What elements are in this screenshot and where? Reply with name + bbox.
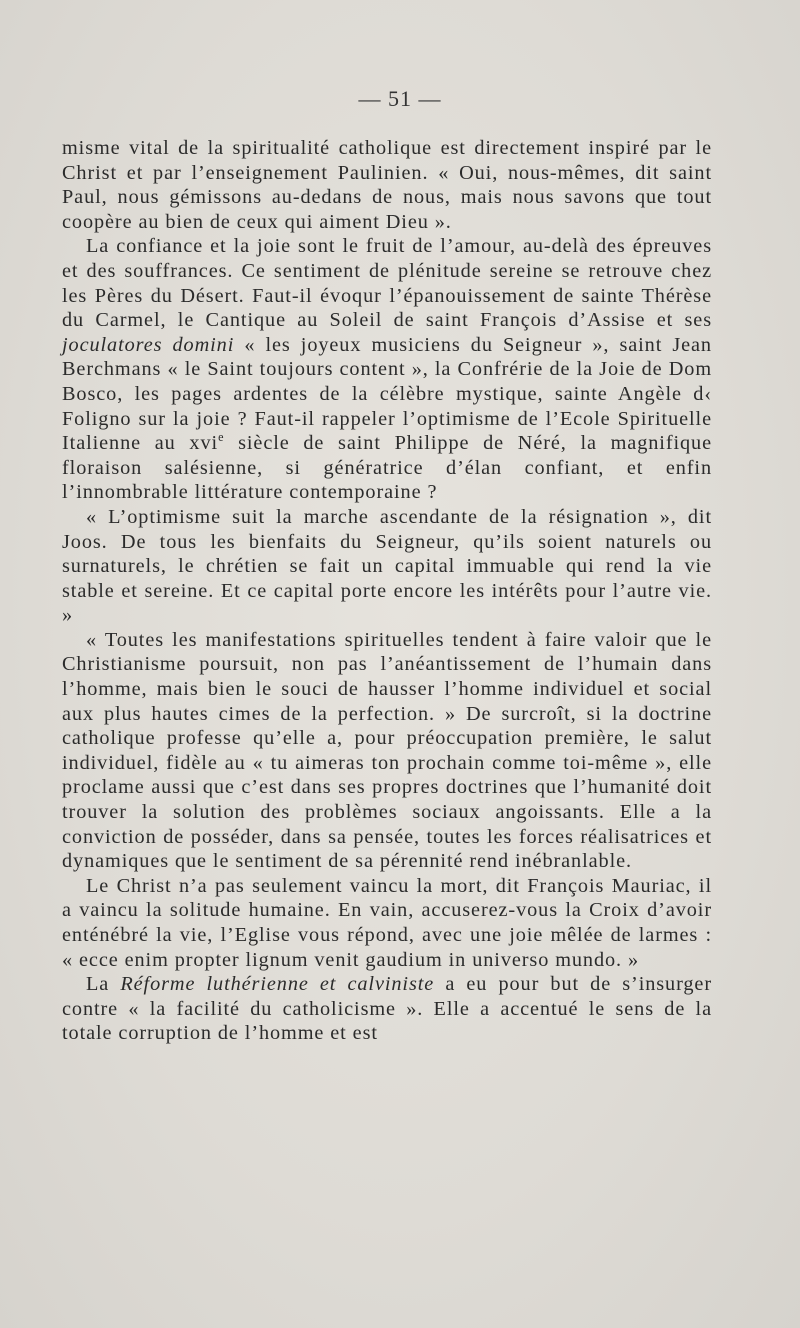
paragraph-6 <box>62 972 712 1046</box>
body-text <box>62 136 712 1046</box>
paragraph-2 <box>62 234 712 505</box>
paragraph-1 <box>62 136 712 234</box>
paragraph-3 <box>62 505 712 628</box>
paragraph-text: La confiance et la joie sont le fruit de l’amour, au-delà des épreuves et des souffrances. Ce sentiment de plénitude sereine se retrouve chez les Pères du Désert. Faut-il évoqur l’épanouissement de sainte Thérèse du Carmel, le Cantique au Soleil de saint François d’Assise et ses <box>62 235 712 332</box>
paragraph-text: a eu pour but de s’insurger contre « la facilité du catholicisme ». Elle a accentué le sens de la totale corruption de l’homme et est <box>62 973 712 1045</box>
paragraph-5 <box>62 874 712 972</box>
paragraph-text: « L’optimisme suit la marche ascendante de la résignation », dit Joos. De tous les bienfaits du Seigneur, qu’ils soient naturels ou surnaturels, le chrétien se fait un capital immuable qui rend la vie stable et sereine. Et ce capital porte encore les intérêts pour l’autre vie. » <box>62 505 712 627</box>
italic-phrase: joculatores domini <box>62 333 235 356</box>
italic-phrase: Réforme luthérienne et calviniste <box>120 973 435 996</box>
paragraph-4 <box>62 628 712 874</box>
paragraph-text: « les joyeux musiciens du Seigneur », saint Jean Berchmans « le Saint toujours content », la Confrérie de la Joie de Dom Bosco, les pages ardentes de la célèbre mystique, sainte Angèle d‹ Foligno sur la joie ? Faut-il rappeler l’optimisme de l’Ecole Spirituelle Italienne au xvi <box>62 333 712 455</box>
page-number: — 51 — <box>358 86 442 111</box>
superscript: e <box>218 430 225 445</box>
paragraph-text: siècle de saint Philippe de Néré, la magnifique floraison salésienne, si génératrice d’élan confiant, et enfin l’innombrable littérature contemporaine ? <box>62 432 712 504</box>
paragraph-text: « Toutes les manifestations spirituelles tendent à faire valoir que le Christianisme poursuit, non pas l’anéantissement de l’humain dans l’homme, mais bien le souci de hausser l’homme individuel et social aux plus hautes cimes de la perfection. » De surcroît, si la doctrine catholique professe qu’elle a, pour préoccupation première, le salut individuel, fidèle au « tu aimeras ton prochain comme toi-même », elle proclame aussi que c’est dans ses propres doctrines que l’humanité doit trouver la solution des problèmes sociaux angoissants. Elle a la conviction de posséder, dans sa pensée, toutes les forces réalisatrices et dynamiques que le sentiment de sa pérennité rend inébranlable. <box>62 628 712 873</box>
paragraph-text: La <box>86 973 121 996</box>
paragraph-text: Le Christ n’a pas seulement vaincu la mort, dit François Mauriac, il a vaincu la solitude humaine. En vain, accuserez-vous la Croix d’avoir enténébré la vie, l’Eglise vous répond, avec une joie mêlée de larmes : « ecce enim propter lignum venit gaudium in universo mundo. » <box>62 874 712 971</box>
paragraph-text: misme vital de la spiritualité catholique est directement inspiré par le Christ et par l’enseignement Paulinien. « Oui, nous-mêmes, dit saint Paul, nous gémissons au-dedans de nous, mais nous savons que tout coopère au bien de ceux qui aiment Dieu ». <box>62 137 712 233</box>
